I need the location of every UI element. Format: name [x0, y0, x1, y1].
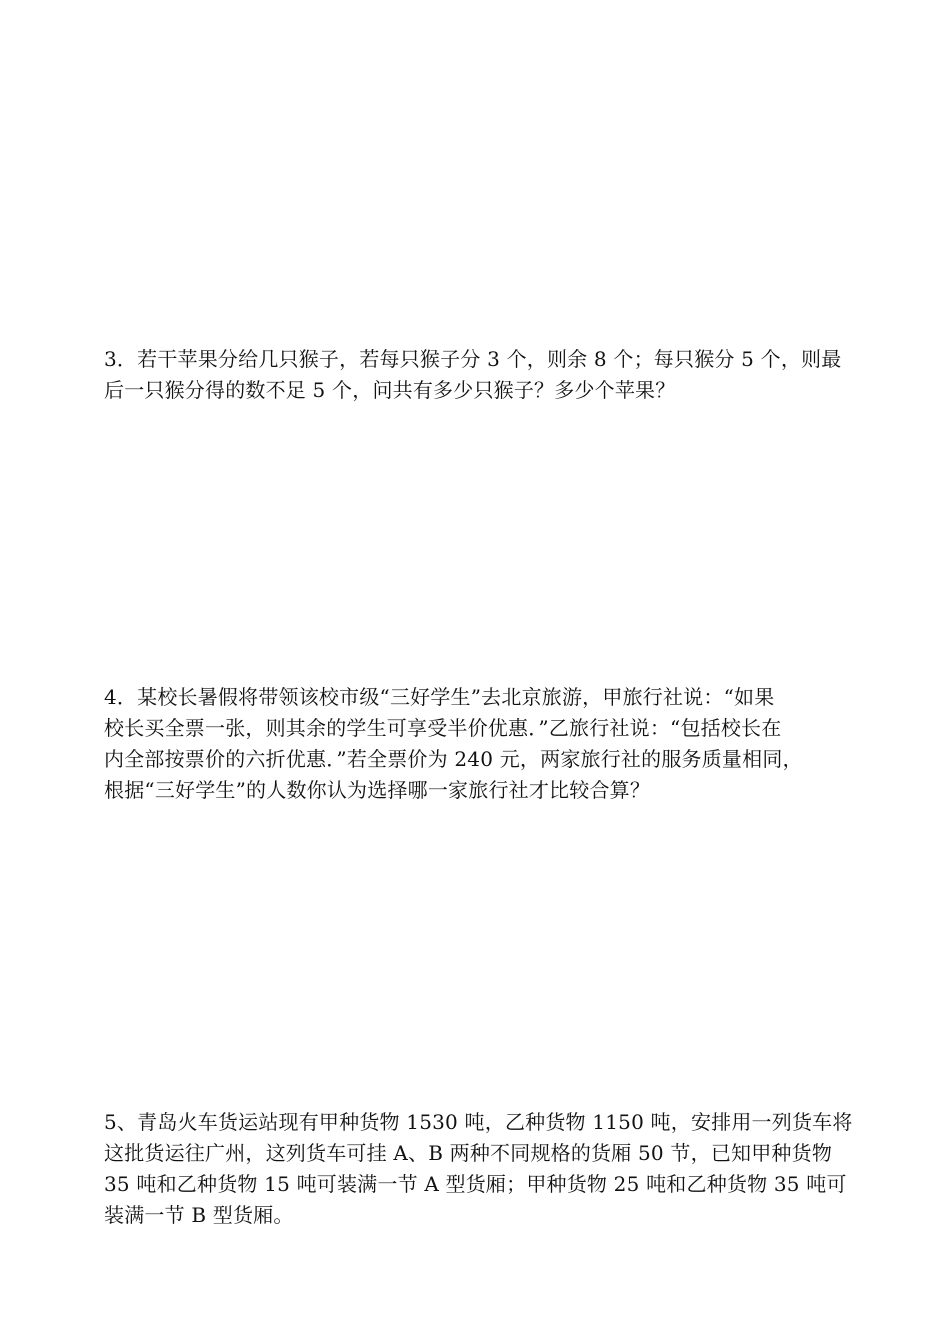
problem-4-line-4: 根据“三好学生”的人数你认为选择哪一家旅行社才比较合算？	[104, 778, 651, 802]
problem-4-line-3: 内全部按票价的六折优惠．”若全票价为 240 元，两家旅行社的服务质量相同，	[104, 747, 803, 771]
problem-3-line-2: 后一只猴分得的数不足 5 个，问共有多少只猴子？多少个苹果？	[104, 378, 676, 402]
problem-3-line-1: 3．若干苹果分给几只猴子，若每只猴子分 3 个，则余 8 个；每只猴分 5 个，则最	[104, 347, 842, 371]
problem-4-line-2: 校长买全票一张，则其余的学生可享受半价优惠．”乙旅行社说：“包括校长在	[104, 716, 782, 740]
problem-5	[104, 1107, 854, 1231]
problem-4	[104, 682, 854, 806]
problem-5-line-4: 装满一节 B 型货厢。	[104, 1203, 294, 1227]
problem-4-line-1: 4．某校长暑假将带领该校市级“三好学生”去北京旅游，甲旅行社说：“如果	[104, 685, 775, 709]
problem-3	[104, 344, 854, 406]
problem-5-line-2: 这批货运往广州，这列货车可挂 A、B 两种不同规格的货厢 50 节，已知甲种货物	[104, 1141, 833, 1165]
problem-5-line-1: 5、青岛火车货运站现有甲种货物 1530 吨，乙种货物 1150 吨，安排用一列货车将	[104, 1110, 853, 1134]
problem-5-line-3: 35 吨和乙种货物 15 吨可装满一节 A 型货厢；甲种货物 25 吨和乙种货物 35 吨可	[104, 1172, 847, 1196]
